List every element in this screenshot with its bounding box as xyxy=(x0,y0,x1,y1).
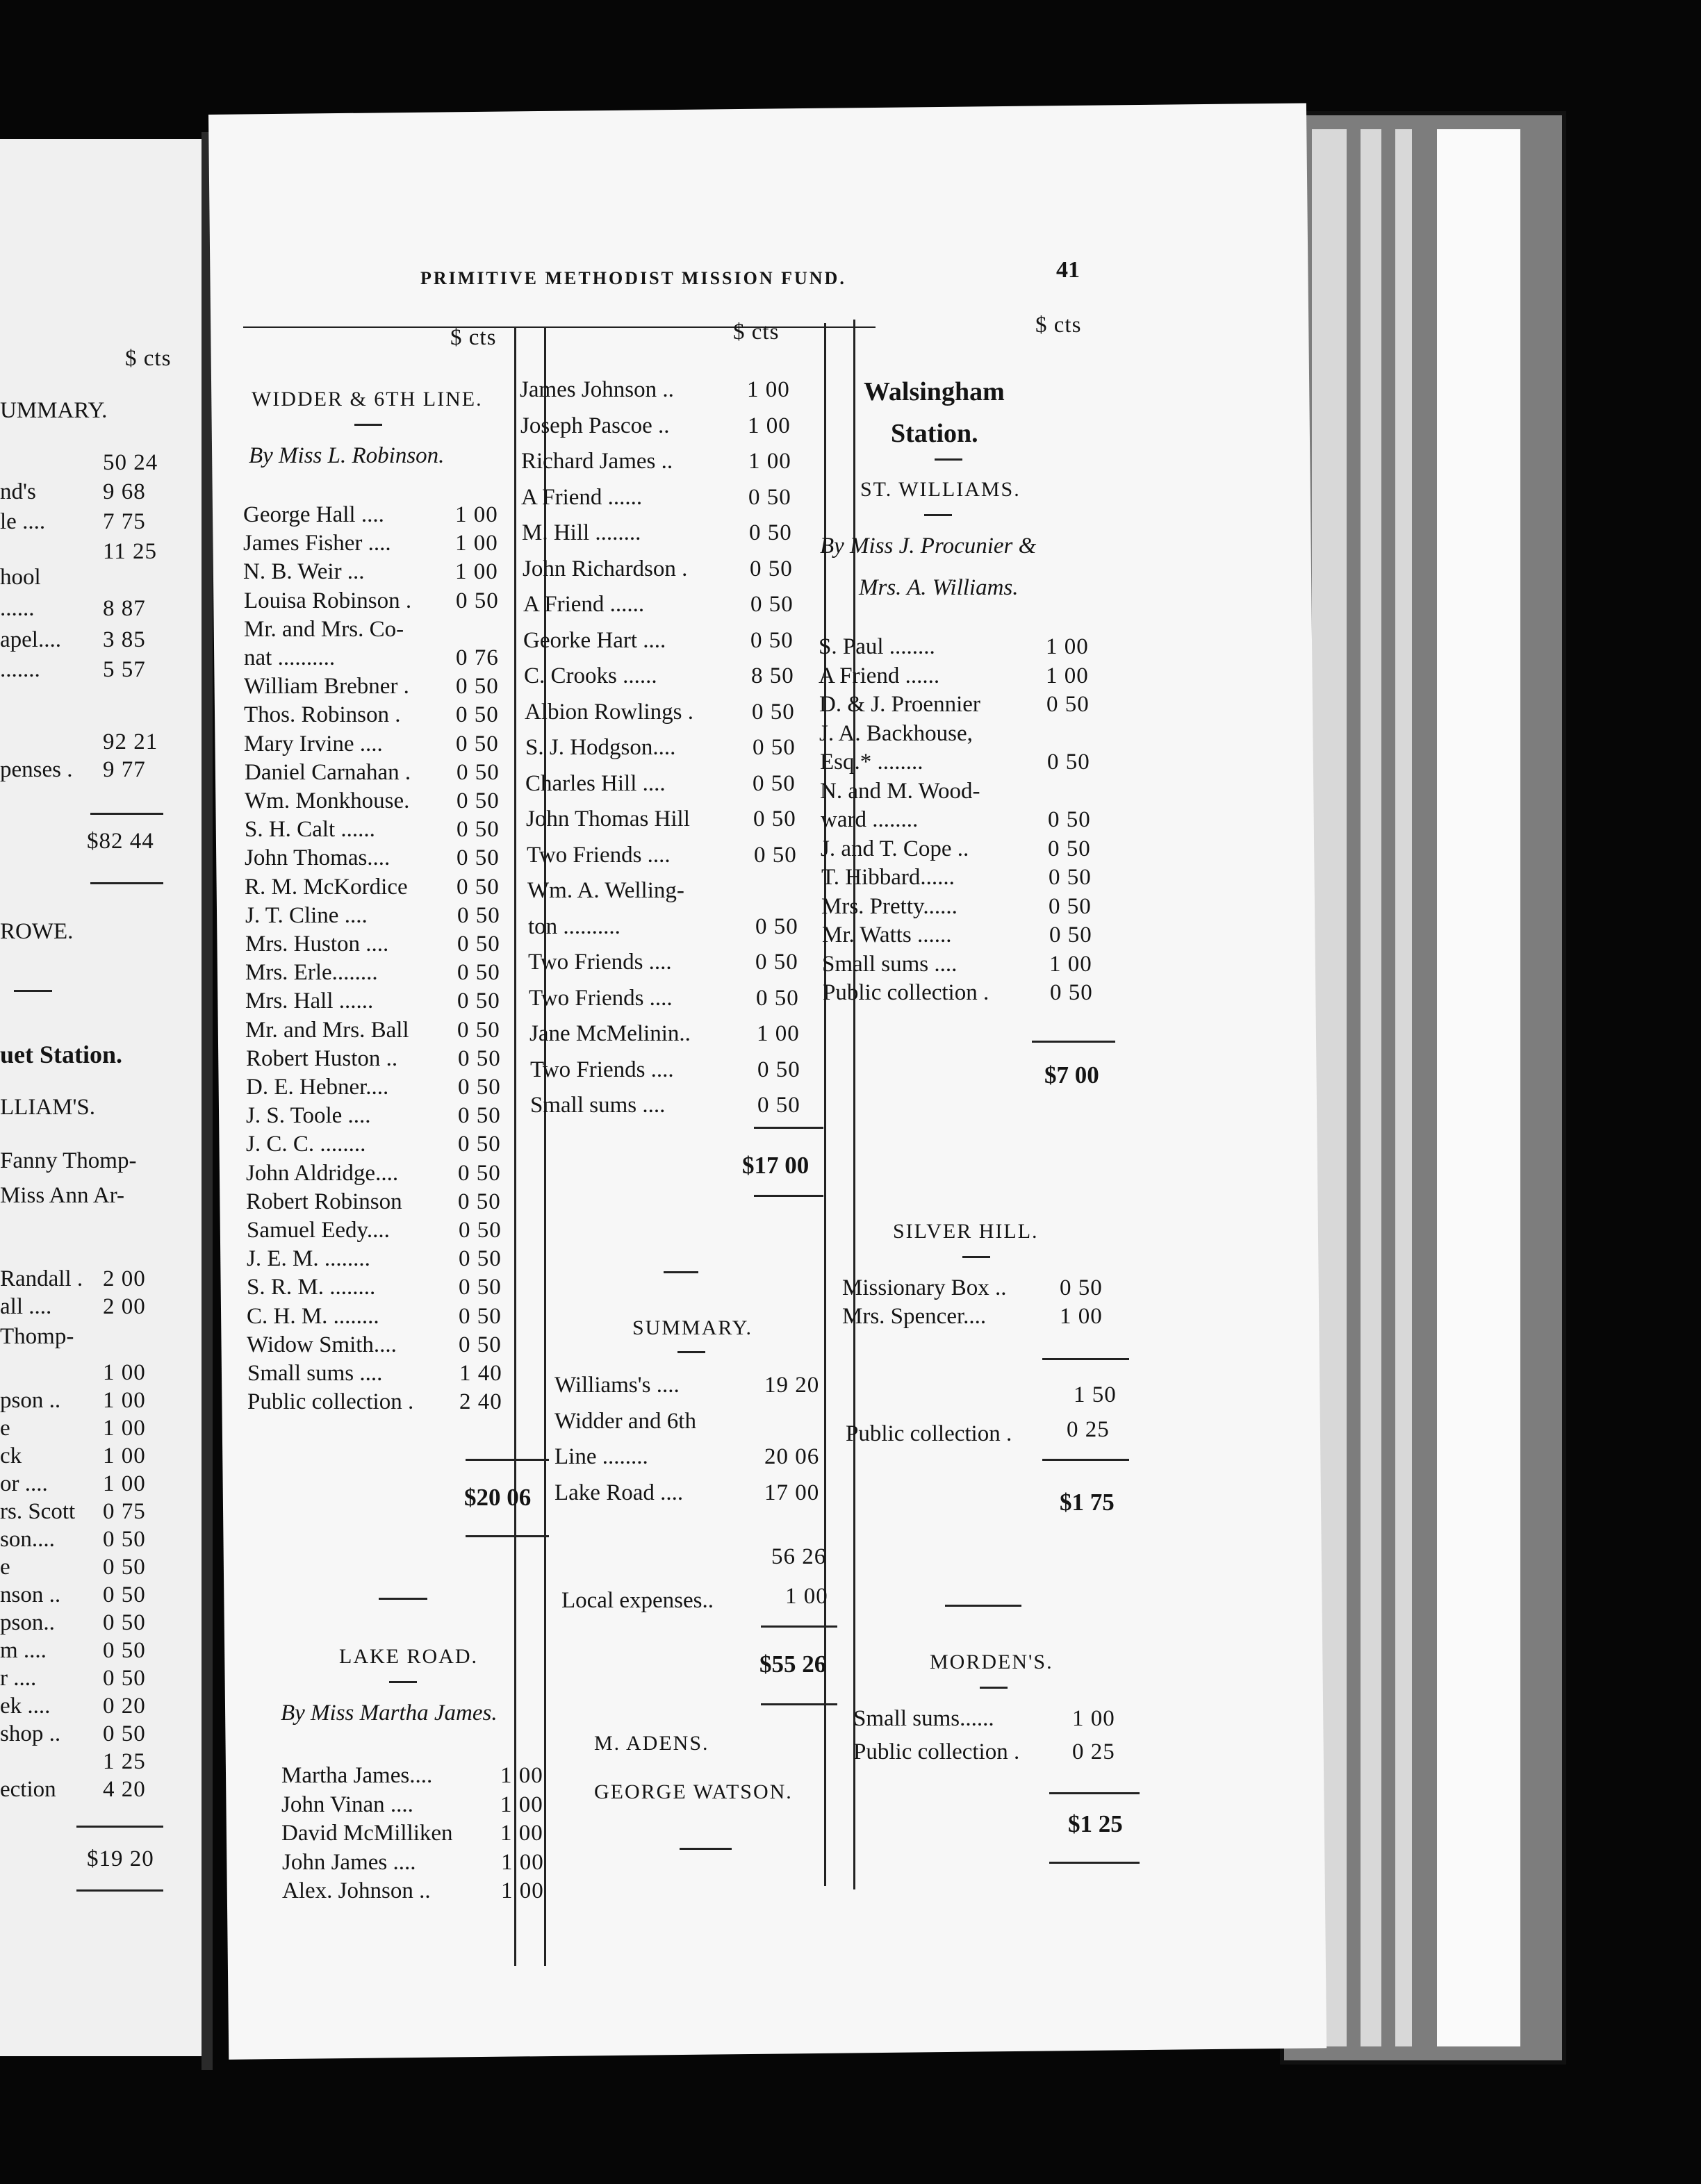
title-rule xyxy=(389,1681,417,1683)
entry-name: John James .... xyxy=(282,1849,416,1875)
entry-amount: 0 50 xyxy=(457,759,500,785)
entry-name: J. A. Backhouse, xyxy=(819,720,973,746)
left-line-name: e xyxy=(0,1416,10,1441)
left-line-name: ....... xyxy=(0,657,40,682)
section-total: $1 75 xyxy=(1060,1489,1115,1516)
entry-amount: 0 50 xyxy=(1047,750,1090,775)
entry-amount: 0 50 xyxy=(457,960,500,986)
entry-name: N. and M. Wood- xyxy=(820,778,980,804)
entry-name: A Friend ...... xyxy=(523,592,645,617)
left-line-name: rs. Scott xyxy=(0,1499,76,1524)
entry-amount: 1 00 xyxy=(1046,634,1089,659)
entry-amount: 0 50 xyxy=(456,731,499,756)
left-line-name: nson .. xyxy=(0,1582,61,1607)
entry-amount: 0 50 xyxy=(457,1017,500,1043)
left-line-amount: 7 75 xyxy=(103,509,146,534)
left-line-amount: 1 25 xyxy=(103,1749,146,1774)
entry-name: Lake Road .... xyxy=(554,1480,684,1505)
entry-name: Mr. and Mrs. Co- xyxy=(244,616,404,642)
entry-amount: 0 50 xyxy=(457,932,500,957)
left-line-amount: 1 00 xyxy=(103,1388,146,1413)
collector-line: Mrs. A. Williams. xyxy=(859,575,1019,600)
section-title: ST. WILLIAMS. xyxy=(860,478,1021,501)
entry-name: Mary Irvine .... xyxy=(244,731,383,756)
left-line-name: Randall . xyxy=(0,1266,83,1291)
section-title: SUMMARY. xyxy=(632,1316,753,1339)
station-name: Station. xyxy=(891,419,978,448)
entry-amount: 20 06 xyxy=(764,1444,820,1469)
entry-name: A Friend ...... xyxy=(819,663,940,688)
entry-name: Wm. A. Welling- xyxy=(527,878,684,903)
entry-name: Albion Rowlings . xyxy=(525,699,693,725)
entry-amount: 0 50 xyxy=(459,1303,502,1329)
entry-amount: 0 50 xyxy=(457,845,500,871)
entry-name: C. Crooks ...... xyxy=(524,663,657,688)
entry-name: J. and T. Cope .. xyxy=(821,836,969,861)
entry-amount: 1 00 xyxy=(455,502,498,527)
entry-amount: 0 50 xyxy=(750,556,793,581)
entry-amount: 0 50 xyxy=(456,588,499,613)
total-rule xyxy=(761,1625,837,1628)
left-line-name: ek .... xyxy=(0,1694,51,1719)
entry-name: James Johnson .. xyxy=(520,377,674,402)
left-line-amount: 1 00 xyxy=(103,1416,146,1441)
entry-name: Jane McMelinin.. xyxy=(529,1021,691,1046)
entry-amount: 0 50 xyxy=(748,484,791,510)
left-line-amount: 1 00 xyxy=(103,1443,146,1469)
left-line-name: Thomp- xyxy=(0,1324,74,1349)
entry-name: ward ........ xyxy=(821,807,919,832)
entry-name: ton .......... xyxy=(528,913,621,939)
entry-amount: 0 50 xyxy=(755,950,798,975)
section-title: WIDDER & 6TH LINE. xyxy=(252,388,483,411)
entry-amount: 0 50 xyxy=(1049,923,1092,948)
left-line-amount: 0 75 xyxy=(103,1499,146,1524)
collector-line: By Miss J. Procunier & xyxy=(820,533,1037,559)
total-rule xyxy=(466,1459,549,1461)
entry-amount: 1 00 xyxy=(501,1849,544,1875)
left-line-name: UMMARY. xyxy=(0,398,108,423)
entry-name: John Vinan .... xyxy=(281,1792,413,1817)
local-expenses-amount: 1 00 xyxy=(785,1584,828,1609)
entry-amount: 0 50 xyxy=(755,913,798,939)
entry-name: nat .......... xyxy=(244,645,336,670)
entry-amount: 0 50 xyxy=(754,842,797,868)
header-rule xyxy=(243,326,876,328)
section-rule xyxy=(379,1598,427,1600)
total-rule xyxy=(1049,1862,1140,1864)
left-line-name: LLIAM'S. xyxy=(0,1095,96,1120)
section-title: LAKE ROAD. xyxy=(339,1645,478,1668)
silver-subtotal: 1 50 xyxy=(1074,1382,1117,1407)
page-number: 41 xyxy=(1056,257,1080,283)
section-title: SILVER HILL. xyxy=(893,1220,1039,1243)
entry-name: Public collection . xyxy=(247,1389,414,1415)
title-rule xyxy=(962,1256,990,1258)
entry-name: S. H. Calt ...... xyxy=(245,817,375,843)
left-line-name: or .... xyxy=(0,1471,48,1496)
left-line-name: shop .. xyxy=(0,1721,61,1746)
entry-amount: 1 00 xyxy=(455,531,498,556)
entry-amount: 1 40 xyxy=(459,1361,502,1386)
entry-amount: 0 50 xyxy=(459,1218,502,1243)
entry-name: J. S. Toole .... xyxy=(246,1103,371,1129)
entry-name: R. M. McKordice xyxy=(245,874,408,900)
left-rule xyxy=(90,813,163,815)
left-rule xyxy=(76,1826,163,1828)
entry-amount: 0 50 xyxy=(457,788,500,813)
book-gutter xyxy=(202,132,213,2070)
entry-name: Joseph Pascoe .. xyxy=(520,413,670,438)
left-rule xyxy=(76,1889,163,1892)
section-total: $1 25 xyxy=(1068,1810,1123,1837)
left-line-name: e xyxy=(0,1555,10,1580)
entry-amount: 1 00 xyxy=(501,1878,544,1903)
entry-amount: 0 50 xyxy=(1050,980,1093,1005)
entry-amount: 0 50 xyxy=(753,806,796,832)
entry-amount: 8 50 xyxy=(751,663,794,688)
section-rule xyxy=(945,1605,1021,1607)
entry-name: Esq.* ........ xyxy=(820,750,923,775)
left-line-amount: 11 25 xyxy=(103,539,158,564)
entry-amount: 0 50 xyxy=(1049,893,1092,919)
entry-amount: 0 50 xyxy=(1048,807,1091,832)
entry-amount: 1 00 xyxy=(1046,663,1089,688)
entry-name: Daniel Carnahan . xyxy=(245,759,411,785)
left-line-amount: 50 24 xyxy=(103,450,158,475)
left-col-header: $ cts xyxy=(125,346,172,371)
entry-name: Charles Hill .... xyxy=(525,770,666,796)
left-line-name: pson.. xyxy=(0,1610,55,1635)
entry-name: William Brebner . xyxy=(244,674,409,700)
entry-amount: 0 50 xyxy=(457,817,500,843)
entry-amount: 0 50 xyxy=(757,1093,800,1118)
entry-name: M. Hill ........ xyxy=(522,520,641,545)
left-line-amount: 2 00 xyxy=(103,1266,146,1291)
entry-name: David McMilliken xyxy=(281,1821,453,1846)
entry-name: James Fisher .... xyxy=(243,531,391,556)
entry-amount: 0 25 xyxy=(1072,1739,1115,1764)
entry-name: Mrs. Erle........ xyxy=(245,960,378,986)
entry-name: S. J. Hodgson.... xyxy=(525,735,676,760)
entry-amount: 0 50 xyxy=(458,1132,501,1157)
title-rule xyxy=(980,1687,1008,1689)
entry-name: John Thomas.... xyxy=(245,845,391,871)
entry-name: Two Friends .... xyxy=(527,842,671,868)
entry-name: Public collection . xyxy=(823,980,989,1005)
left-line-amount: 1 00 xyxy=(103,1471,146,1496)
entry-amount: 1 00 xyxy=(748,413,791,438)
section-rule xyxy=(664,1271,698,1273)
total-rule xyxy=(1049,1792,1140,1794)
left-line-name: son.... xyxy=(0,1527,55,1552)
entry-name: Georke Hart .... xyxy=(523,627,666,653)
grand-total: $55 26 xyxy=(759,1651,827,1678)
entry-name: Small sums...... xyxy=(853,1706,994,1731)
col-header: $ cts xyxy=(1035,313,1082,338)
entry-name: Two Friends .... xyxy=(530,1057,674,1082)
entry-name: Mr. Watts ...... xyxy=(822,923,952,948)
left-rule xyxy=(90,882,163,884)
entry-name: N. B. Weir ... xyxy=(243,559,365,585)
entry-name: Louisa Robinson . xyxy=(244,588,412,613)
entry-name: Two Friends .... xyxy=(529,985,673,1011)
entry-amount: 1 00 xyxy=(748,449,791,474)
entry-name: Widow Smith.... xyxy=(247,1332,397,1357)
public-collection-amount: 0 25 xyxy=(1067,1417,1110,1442)
entry-name: Public collection . xyxy=(853,1739,1020,1764)
entry-amount: 0 50 xyxy=(459,1332,502,1357)
total-rule xyxy=(466,1535,549,1537)
entry-name: C. H. M. ........ xyxy=(247,1303,379,1329)
entry-amount: 0 76 xyxy=(456,645,499,670)
entry-amount: 19 20 xyxy=(764,1373,820,1398)
entry-amount: 1 00 xyxy=(1072,1706,1115,1731)
title-rule xyxy=(935,458,962,461)
entry-amount: 0 50 xyxy=(1048,836,1091,861)
left-line-amount: 2 00 xyxy=(103,1294,146,1319)
entry-name: Thos. Robinson . xyxy=(244,702,401,728)
signature: GEORGE WATSON. xyxy=(594,1780,793,1803)
title-rule xyxy=(924,514,952,516)
entry-amount: 0 50 xyxy=(749,520,792,545)
entry-amount: 0 50 xyxy=(750,627,794,653)
entry-amount: 0 50 xyxy=(753,770,796,796)
entry-amount: 0 50 xyxy=(458,1045,501,1071)
entry-name: T. Hibbard...... xyxy=(821,865,955,890)
entry-name: John Richardson . xyxy=(523,556,688,581)
entry-amount: 0 50 xyxy=(756,985,799,1011)
entry-amount: 0 50 xyxy=(753,735,796,760)
left-line-amount: 0 50 xyxy=(103,1527,146,1552)
left-line-amount: $82 44 xyxy=(87,829,154,854)
left-line-name: apel.... xyxy=(0,627,61,652)
entry-name: Missionary Box .. xyxy=(842,1275,1007,1300)
entry-name: Small sums .... xyxy=(530,1093,666,1118)
section-title: MORDEN'S. xyxy=(930,1651,1053,1673)
section-rule xyxy=(680,1848,732,1850)
entry-amount: 0 50 xyxy=(457,874,500,900)
entry-amount: 0 50 xyxy=(458,1160,501,1186)
left-line-name: pson .. xyxy=(0,1388,61,1413)
entry-name: Two Friends .... xyxy=(528,950,672,975)
column-rule-1 xyxy=(514,326,516,1966)
entry-name: Small sums .... xyxy=(822,951,958,977)
entry-name: Small sums .... xyxy=(247,1361,383,1386)
entry-name: D. & J. Proennier xyxy=(819,692,980,717)
station-name: Walsingham xyxy=(864,377,1005,406)
total-rule xyxy=(1042,1358,1129,1360)
entry-amount: 1 00 xyxy=(500,1792,543,1817)
col-header: $ cts xyxy=(450,325,497,350)
left-line-name: all .... xyxy=(0,1294,52,1319)
left-line-amount: 8 87 xyxy=(103,596,146,621)
col-header: $ cts xyxy=(733,320,780,345)
section-total: $20 06 xyxy=(464,1484,532,1511)
left-line-name: Fanny Thomp- xyxy=(0,1148,137,1173)
left-line-name: m .... xyxy=(0,1638,47,1663)
entry-amount: 1 00 xyxy=(747,377,790,402)
entry-amount: 0 50 xyxy=(750,592,794,617)
left-line-amount: 0 50 xyxy=(103,1638,146,1663)
entry-name: S. Paul ........ xyxy=(819,634,935,659)
left-line-name: hool xyxy=(0,565,41,590)
left-line-name: ROWE. xyxy=(0,919,74,944)
total-rule xyxy=(1032,1041,1115,1043)
entry-amount: 0 50 xyxy=(1049,865,1092,890)
left-line-name: ck xyxy=(0,1443,22,1469)
entry-name: J. E. M. ........ xyxy=(247,1246,370,1272)
entry-amount: 0 50 xyxy=(456,674,499,700)
entry-amount: 0 50 xyxy=(457,988,500,1014)
total-rule xyxy=(754,1127,823,1129)
entry-name: Richard James .. xyxy=(521,449,673,474)
entry-name: Mrs. Spencer.... xyxy=(842,1304,987,1329)
total-rule xyxy=(754,1195,823,1197)
entry-name: S. R. M. ........ xyxy=(247,1275,376,1300)
left-line-amount: 1 00 xyxy=(103,1360,146,1385)
collector-line: By Miss Martha James. xyxy=(281,1701,498,1726)
left-line-name: Miss Ann Ar- xyxy=(0,1183,125,1208)
entry-amount: 0 50 xyxy=(458,1075,501,1100)
entry-amount: 1 00 xyxy=(1049,951,1092,977)
entry-amount: 1 00 xyxy=(455,559,498,585)
left-line-amount: 5 57 xyxy=(103,657,146,682)
entry-amount: 0 50 xyxy=(458,1189,501,1214)
entry-amount: 0 50 xyxy=(459,1275,502,1300)
left-line-amount: 92 21 xyxy=(103,729,158,754)
left-line-name: nd's xyxy=(0,479,36,504)
entry-name: Alex. Johnson .. xyxy=(282,1878,431,1903)
public-collection-label: Public collection . xyxy=(846,1421,1012,1446)
entry-name: Robert Robinson xyxy=(246,1189,402,1214)
entry-amount: 0 50 xyxy=(752,699,795,725)
entry-name: John Thomas Hill xyxy=(526,806,690,832)
entry-name: Wm. Monkhouse. xyxy=(245,788,410,813)
entry-amount: 1 00 xyxy=(757,1021,800,1046)
left-line-amount: 0 50 xyxy=(103,1582,146,1607)
left-line-name: ection xyxy=(0,1777,56,1802)
entry-name: Robert Huston .. xyxy=(246,1045,398,1071)
entry-name: Martha James.... xyxy=(281,1763,433,1788)
entry-amount: 0 50 xyxy=(457,902,500,928)
entry-amount: 0 50 xyxy=(459,1246,502,1272)
left-line-amount: 0 50 xyxy=(103,1555,146,1580)
total-rule xyxy=(1042,1459,1129,1461)
entry-name: A Friend ...... xyxy=(521,484,643,510)
entry-name: Widder and 6th xyxy=(554,1408,696,1434)
entry-amount: 0 50 xyxy=(458,1103,501,1129)
left-line-name: penses . xyxy=(0,757,73,782)
entry-name: Samuel Eedy.... xyxy=(247,1218,390,1243)
left-rule xyxy=(14,990,52,992)
entry-name: Williams's .... xyxy=(554,1373,680,1398)
left-line-amount: 9 68 xyxy=(103,479,146,504)
left-line-amount: 0 50 xyxy=(103,1666,146,1691)
collector-line: By Miss L. Robinson. xyxy=(249,443,445,468)
entry-name: J. T. Cline .... xyxy=(245,902,368,928)
entry-amount: 0 50 xyxy=(1060,1275,1103,1300)
entry-amount: 0 50 xyxy=(1046,692,1090,717)
entry-amount: 2 40 xyxy=(459,1389,502,1415)
entry-name: J. C. C. ........ xyxy=(246,1132,366,1157)
entry-name: George Hall .... xyxy=(243,502,384,527)
left-line-amount: 0 50 xyxy=(103,1610,146,1635)
left-line-name: uet Station. xyxy=(0,1041,123,1068)
entry-name: Mr. and Mrs. Ball xyxy=(245,1017,409,1043)
title-rule xyxy=(354,424,382,426)
total-rule xyxy=(761,1703,837,1705)
left-line-amount: $19 20 xyxy=(87,1846,154,1871)
entry-amount: 17 00 xyxy=(764,1480,820,1505)
entry-name: D. E. Hebner.... xyxy=(246,1075,389,1100)
left-line-amount: 3 85 xyxy=(103,627,146,652)
entry-amount: 1 00 xyxy=(500,1821,543,1846)
local-expenses-label: Local expenses.. xyxy=(561,1588,714,1613)
section-total: $7 00 xyxy=(1044,1061,1099,1089)
left-line-amount: 9 77 xyxy=(103,757,146,782)
entry-amount: 1 00 xyxy=(500,1763,543,1788)
summary-subtotal: 56 26 xyxy=(771,1544,827,1569)
title-rule xyxy=(677,1351,705,1353)
entry-name: Mrs. Hall ...... xyxy=(245,988,374,1014)
entry-amount: 1 00 xyxy=(1060,1304,1103,1329)
left-line-name: r .... xyxy=(0,1666,37,1691)
entry-amount: 0 50 xyxy=(456,702,499,728)
left-line-amount: 4 20 xyxy=(103,1777,146,1802)
section-total: $17 00 xyxy=(742,1152,810,1179)
entry-name: Line ........ xyxy=(554,1444,648,1469)
running-header: PRIMITIVE METHODIST MISSION FUND. xyxy=(420,268,846,288)
entry-name: John Aldridge.... xyxy=(246,1160,399,1186)
entry-name: Mrs. Pretty...... xyxy=(821,893,958,919)
entry-amount: 0 50 xyxy=(757,1057,800,1082)
signature: M. ADENS. xyxy=(594,1732,709,1755)
entry-name: Mrs. Huston .... xyxy=(245,932,389,957)
left-line-name: le .... xyxy=(0,509,46,534)
left-line-amount: 0 20 xyxy=(103,1694,146,1719)
left-line-amount: 0 50 xyxy=(103,1721,146,1746)
left-line-name: ...... xyxy=(0,596,35,621)
